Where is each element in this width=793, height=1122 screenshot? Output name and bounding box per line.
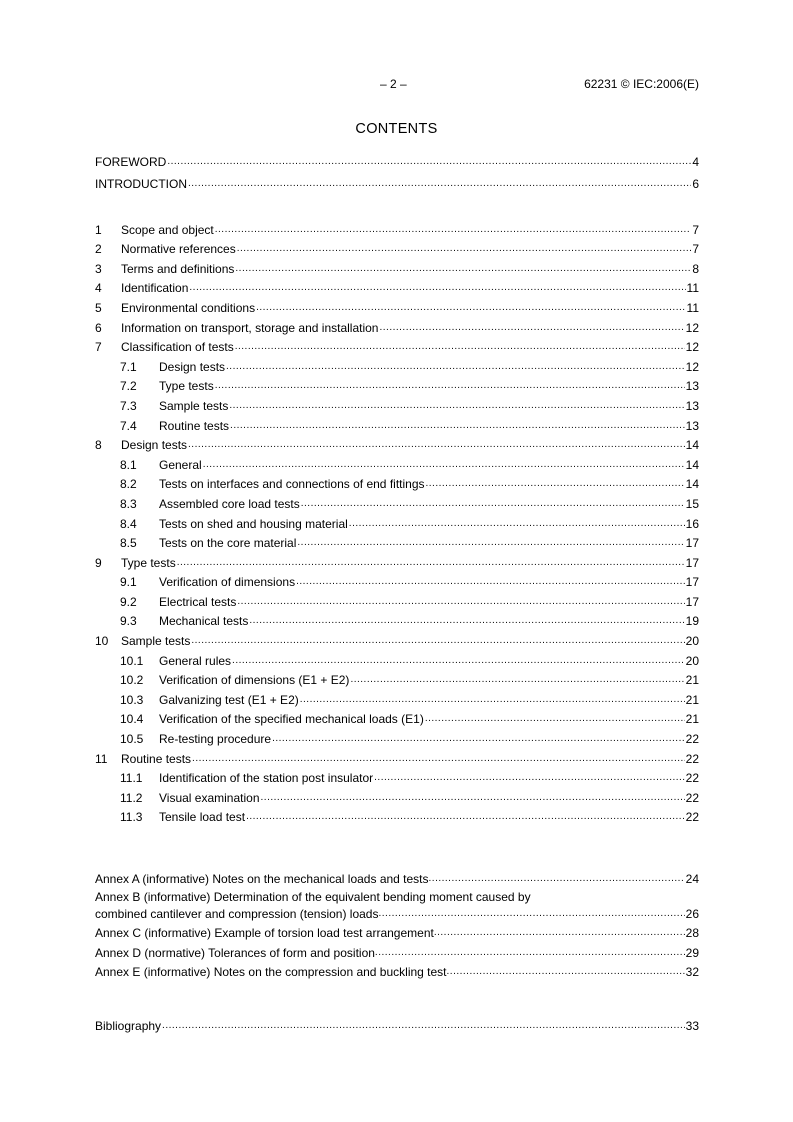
toc-entry-annex-d[interactable]	[95, 940, 699, 960]
toc-entry-section[interactable]	[95, 354, 699, 374]
document-reference: 62231 © IEC:2006(E)	[584, 77, 699, 91]
dot-leader	[246, 810, 685, 824]
toc-entry-page: 24	[685, 871, 699, 886]
toc-entry-number: 1	[95, 222, 102, 237]
toc-entry-number: 7.3	[120, 398, 137, 413]
toc-entry-page: 22	[685, 790, 699, 805]
dot-leader	[215, 223, 692, 237]
dot-leader	[349, 517, 685, 531]
dot-leader	[235, 340, 685, 354]
toc-entry-page: 13	[685, 379, 699, 394]
toc-entry-section[interactable]	[95, 707, 699, 727]
dot-leader	[215, 379, 685, 393]
toc-entry-section[interactable]	[95, 491, 699, 511]
toc-entry-label: Verification of dimensions	[159, 575, 296, 590]
toc-entry-section[interactable]	[95, 668, 699, 688]
toc-entry-number: 10	[95, 634, 109, 649]
toc-entry-label: Sample tests	[159, 398, 229, 413]
toc-entry-page: 20	[685, 634, 699, 649]
toc-entry-section[interactable]	[95, 335, 699, 355]
toc-entry-page: 12	[685, 320, 699, 335]
toc-entry-label: Assembled core load tests	[159, 496, 300, 511]
toc-entry-page: 17	[685, 594, 699, 609]
toc-entry-section[interactable]	[95, 511, 699, 531]
toc-entry-label: FOREWORD	[95, 154, 167, 169]
toc-sections	[95, 217, 699, 824]
dot-leader	[237, 595, 684, 609]
toc-entry-section[interactable]	[95, 570, 699, 590]
toc-entry-number: 5	[95, 300, 102, 315]
toc-entry-label: Annex B (informative) Determination of the equivalent bending moment caused by	[95, 889, 531, 904]
dot-leader	[188, 438, 685, 452]
toc-entry-label: Information on transport, storage and installation	[121, 320, 379, 335]
dot-leader	[162, 1019, 685, 1033]
toc-entry-number: 8.1	[120, 457, 137, 472]
toc-entry-label: General rules	[159, 653, 232, 668]
toc-entry-label: Type tests	[121, 555, 176, 570]
toc-entry-page: 17	[685, 555, 699, 570]
toc-entry-label: Design tests	[121, 438, 188, 453]
dot-leader	[375, 946, 685, 960]
toc-entry-introduction[interactable]	[95, 172, 699, 192]
toc-entry-section[interactable]	[95, 237, 699, 257]
toc-entry-page: 19	[685, 614, 699, 629]
toc-entry-page: 7	[692, 222, 699, 237]
toc-entry-number: 2	[95, 242, 102, 257]
toc-entry-section[interactable]	[95, 472, 699, 492]
toc-front-matter	[95, 149, 699, 191]
toc-entry-label: Classification of tests	[121, 340, 234, 355]
dot-leader	[425, 712, 685, 726]
toc-entry-page: 29	[685, 945, 699, 960]
toc-entry-label: Annex C (informative) Example of torsion load test arrangement	[95, 926, 434, 941]
toc-entry-section[interactable]	[95, 805, 699, 825]
dot-leader	[447, 965, 685, 979]
dot-leader	[374, 771, 685, 785]
toc-entry-number: 10.2	[120, 673, 144, 688]
dot-leader	[177, 556, 685, 570]
toc-entry-page: 13	[685, 398, 699, 413]
toc-entry-page: 20	[685, 653, 699, 668]
toc-entry-label: Terms and definitions	[121, 261, 235, 276]
toc-entry-section[interactable]	[95, 550, 699, 570]
toc-entry-section[interactable]	[95, 217, 699, 237]
toc-entry-page: 33	[685, 1018, 699, 1033]
toc-entry-page: 22	[685, 732, 699, 747]
toc-bibliography	[95, 1013, 699, 1033]
dot-leader	[256, 301, 685, 315]
dot-leader	[203, 458, 685, 472]
toc-entry-label: Verification of the specified mechanical loads (E1)	[159, 712, 424, 727]
dot-leader	[434, 926, 685, 940]
toc-entry-page: 21	[685, 673, 699, 688]
toc-entry-section[interactable]	[95, 413, 699, 433]
toc-entry-label-continued: combined cantilever and compression (tension) loads	[95, 906, 379, 921]
toc-entry-page: 6	[692, 177, 699, 192]
toc-entry-label: Annex E (informative) Notes on the compression and buckling test	[95, 965, 447, 980]
toc-entry-page: 14	[685, 457, 699, 472]
toc-entry-number: 4	[95, 281, 102, 296]
toc-entry-label: Visual examination	[159, 790, 260, 805]
toc-entry-section[interactable]	[95, 648, 699, 668]
toc-entry-page: 21	[685, 712, 699, 727]
toc-entry-page: 4	[692, 154, 699, 169]
page-title: CONTENTS	[355, 121, 438, 137]
toc-entry-number: 10.3	[120, 692, 144, 707]
toc-entry-number: 8.4	[120, 516, 137, 531]
toc-entry-page: 14	[685, 438, 699, 453]
toc-entry-page: 26	[685, 906, 699, 921]
toc-entry-number: 8.3	[120, 496, 137, 511]
toc-entry-label: INTRODUCTION	[95, 177, 187, 192]
toc-entry-section[interactable]	[95, 276, 699, 296]
dot-leader	[350, 673, 684, 687]
dot-leader	[296, 575, 685, 589]
toc-entry-page: 16	[685, 516, 699, 531]
toc-entry-label: Verification of dimensions (E1 + E2)	[159, 673, 350, 688]
toc-entry-label: Normative references	[121, 242, 236, 257]
toc-entry-page: 12	[685, 359, 699, 374]
toc-entry-label: Identification	[121, 281, 189, 296]
dot-leader	[235, 262, 691, 276]
dot-leader	[229, 399, 684, 413]
toc-entry-number: 9.3	[120, 614, 137, 629]
toc-entry-section[interactable]	[95, 746, 699, 766]
toc-entry-page: 15	[685, 496, 699, 511]
toc-entry-number: 3	[95, 261, 102, 276]
dot-leader	[191, 634, 684, 648]
toc-entry-label: Tensile load test	[159, 810, 246, 825]
toc-entry-label: Tests on shed and housing material	[159, 516, 348, 531]
toc-entry-label: General	[159, 457, 202, 472]
toc-entry-annex-e[interactable]	[95, 960, 699, 980]
toc-entry-label: Routine tests	[159, 418, 230, 433]
toc-entry-label: Mechanical tests	[159, 614, 249, 629]
toc-entry-page: 7	[692, 242, 699, 257]
toc-entry-number: 10.5	[120, 732, 144, 747]
toc-entry-section[interactable]	[95, 452, 699, 472]
toc-entry-page: 22	[685, 810, 699, 825]
dot-leader	[167, 155, 691, 169]
toc-entry-number: 9.2	[120, 594, 137, 609]
dot-leader	[189, 281, 685, 295]
toc-entry-page: 12	[685, 340, 699, 355]
toc-entry-section[interactable]	[95, 295, 699, 315]
toc-entry-label: Tests on the core material	[159, 536, 297, 551]
toc-entry-section[interactable]	[95, 374, 699, 394]
toc-entry-number: 7.1	[120, 359, 137, 374]
toc-entry-page: 8	[692, 261, 699, 276]
toc-entry-label: Bibliography	[95, 1018, 162, 1033]
toc-entry-section[interactable]	[95, 726, 699, 746]
toc-entry-page: 22	[685, 771, 699, 786]
toc-entry-section[interactable]	[95, 589, 699, 609]
toc-entry-section[interactable]	[95, 785, 699, 805]
toc-entry-section[interactable]	[95, 256, 699, 276]
toc-entry-page: 17	[685, 575, 699, 590]
toc-entry-number: 7	[95, 340, 102, 355]
dot-leader	[188, 177, 691, 191]
dot-leader	[300, 693, 685, 707]
toc-entry-label: Annex A (informative) Notes on the mechanical loads and tests	[95, 871, 429, 886]
dot-leader	[272, 732, 685, 746]
toc-entry-number: 8.5	[120, 536, 137, 551]
toc-entry-number: 9.1	[120, 575, 137, 590]
dot-leader	[230, 419, 685, 433]
toc-entry-number: 10.1	[120, 653, 144, 668]
toc-entry-annex-b[interactable]	[95, 886, 699, 921]
toc-entry-bibliography[interactable]	[95, 1013, 699, 1033]
toc-entry-section[interactable]	[95, 393, 699, 413]
toc-entry-label: Environmental conditions	[121, 300, 256, 315]
toc-entry-number: 7.4	[120, 418, 137, 433]
dot-leader	[429, 872, 685, 886]
toc-entry-label: Scope and object	[121, 222, 214, 237]
dot-leader	[301, 497, 685, 511]
toc-entry-label: Annex D (normative) Tolerances of form and position	[95, 945, 375, 960]
toc-entry-label: Tests on interfaces and connections of end fittings	[159, 477, 425, 492]
toc-entry-section[interactable]	[95, 628, 699, 648]
toc-entry-page: 28	[685, 926, 699, 941]
toc-entry-page: 22	[685, 751, 699, 766]
dot-leader	[426, 477, 685, 491]
toc-entry-page: 32	[685, 965, 699, 980]
toc-entry-page: 14	[685, 477, 699, 492]
toc-entry-label: Galvanizing test (E1 + E2)	[159, 692, 299, 707]
toc-entry-section[interactable]	[95, 315, 699, 335]
toc-entry-annex-c[interactable]	[95, 921, 699, 941]
toc-entry-number: 11.1	[120, 771, 143, 786]
toc-entry-section[interactable]	[95, 766, 699, 786]
dot-leader	[237, 242, 692, 256]
toc-entry-number: 6	[95, 320, 102, 335]
toc-entry-page: 11	[686, 281, 699, 296]
toc-entry-number: 11	[95, 751, 108, 766]
toc-entry-number: 9	[95, 555, 102, 570]
dot-leader	[192, 752, 685, 766]
page-number: – 2 –	[380, 77, 407, 91]
toc-entry-label: Design tests	[159, 359, 226, 374]
toc-entry-number: 11.3	[120, 810, 143, 825]
toc-entry-annex-a[interactable]	[95, 866, 699, 886]
dot-leader	[297, 536, 684, 550]
toc-entry-section[interactable]	[95, 609, 699, 629]
toc-entry-number: 7.2	[120, 379, 137, 394]
toc-entry-section[interactable]	[95, 433, 699, 453]
toc-entry-foreword[interactable]	[95, 149, 699, 169]
toc-entry-label: Sample tests	[121, 634, 191, 649]
dot-leader	[226, 360, 685, 374]
toc-entry-label: Type tests	[159, 379, 214, 394]
toc-entry-number: 11.2	[120, 790, 143, 805]
toc-entry-section[interactable]	[95, 531, 699, 551]
dot-leader	[379, 321, 684, 335]
toc-entry-number: 8	[95, 438, 102, 453]
dot-leader	[232, 654, 685, 668]
dot-leader	[261, 791, 685, 805]
toc-entry-label: Routine tests	[121, 751, 192, 766]
toc-entry-section[interactable]	[95, 687, 699, 707]
toc-entry-label: Electrical tests	[159, 594, 237, 609]
toc-entry-label: Re-testing procedure	[159, 732, 272, 747]
toc-entry-page: 11	[686, 300, 699, 315]
toc-entry-page: 13	[685, 418, 699, 433]
toc-entry-label: Identification of the station post insulator	[159, 771, 374, 786]
toc-entry-number: 10.4	[120, 712, 144, 727]
dot-leader	[378, 907, 684, 921]
toc-annexes	[95, 866, 699, 979]
toc-entry-number: 8.2	[120, 477, 137, 492]
toc-entry-page: 17	[685, 536, 699, 551]
dot-leader	[249, 614, 684, 628]
toc-entry-page: 21	[685, 692, 699, 707]
